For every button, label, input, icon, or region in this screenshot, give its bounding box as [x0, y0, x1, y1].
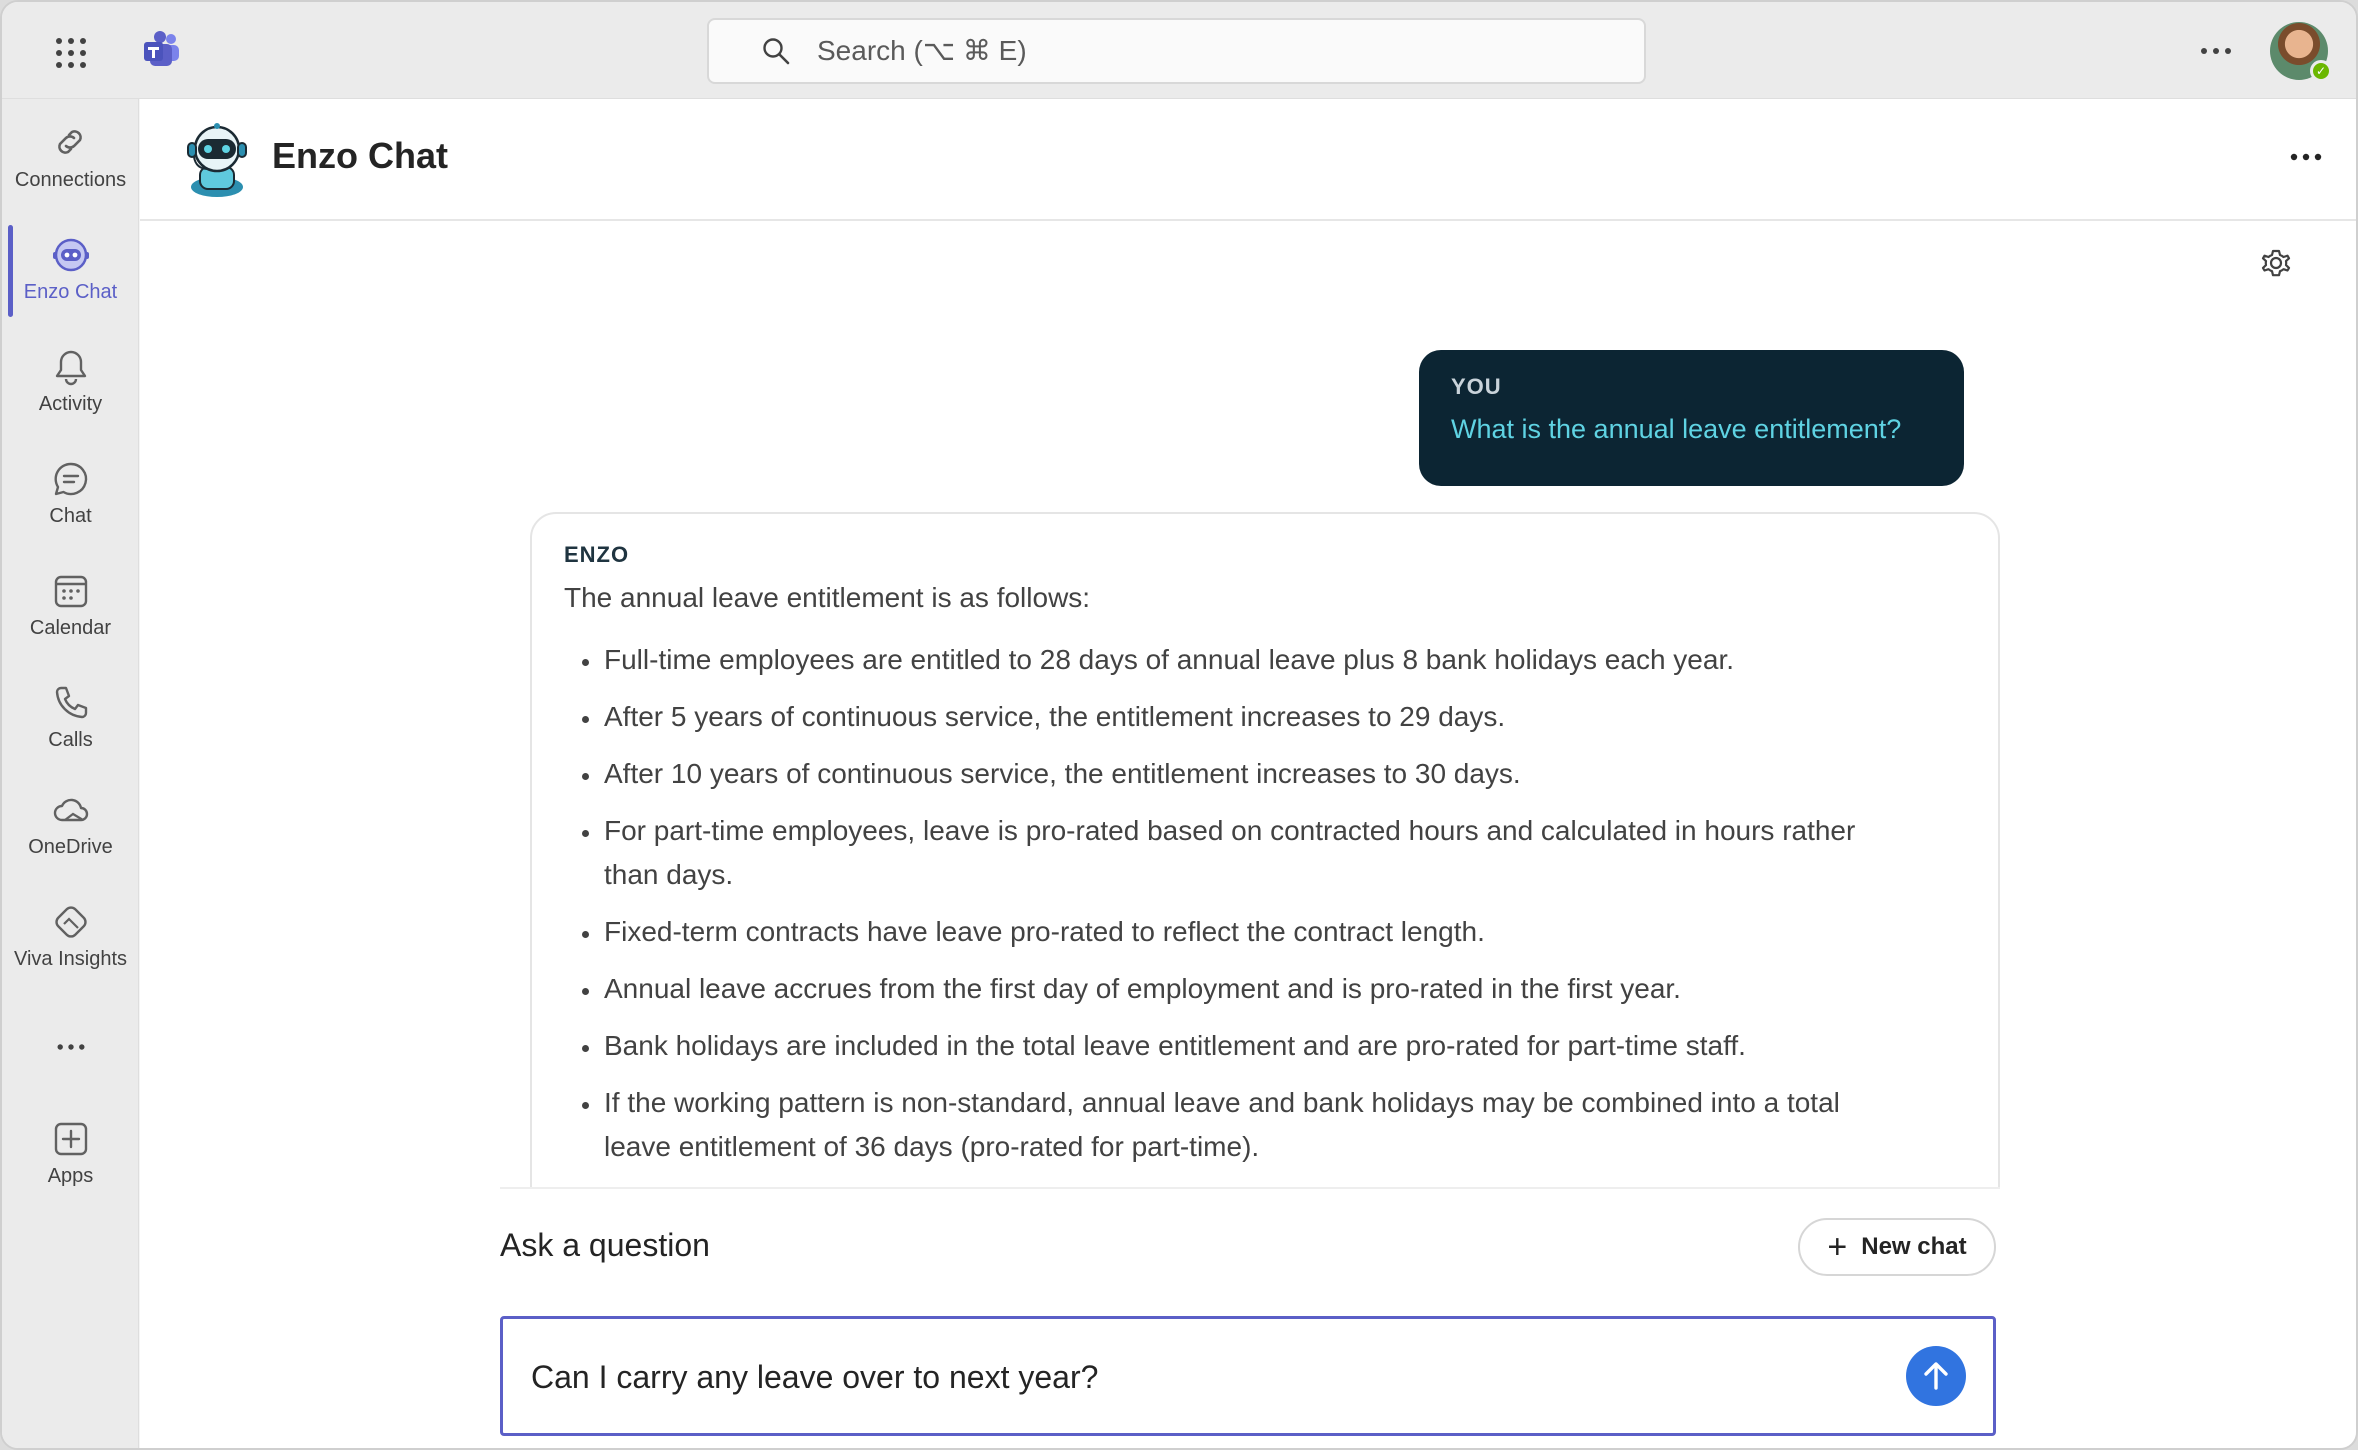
search-input[interactable]: [817, 35, 1517, 67]
search-box[interactable]: [707, 18, 1646, 84]
question-input[interactable]: [531, 1355, 1871, 1399]
chat-icon: [51, 459, 91, 499]
left-rail: [2, 99, 139, 1450]
main-pane: [140, 99, 2358, 1450]
enzo-bot-avatar-icon: [182, 121, 252, 197]
rail-more-apps[interactable]: [2, 1015, 139, 1065]
rail-item-connections[interactable]: [2, 109, 139, 209]
more-options-icon[interactable]: [2198, 36, 2234, 66]
bell-icon: [51, 347, 91, 387]
composer: [500, 1187, 2000, 1450]
message-sender: YOU: [1451, 374, 1502, 399]
composer-label: Ask a question: [500, 1227, 710, 1263]
avatar[interactable]: [2270, 22, 2328, 80]
new-chat-label: New chat: [1861, 1233, 1967, 1260]
arrow-up-icon: [1919, 1359, 1953, 1393]
rail-item-calls[interactable]: [2, 669, 139, 769]
list-item: • Full-time employees are entitled to 28 days of annual leave plus 8 bank holidays each year.: [602, 638, 1862, 682]
list-item: • Annual leave accrues from the first day of employment and is pro-rated in the first year.: [602, 967, 1862, 1011]
rail-label: Calendar: [29, 617, 112, 639]
phone-icon: [51, 683, 91, 723]
new-chat-button[interactable]: [1798, 1218, 1996, 1276]
rail-label: OneDrive: [28, 836, 113, 858]
chat-header: [140, 99, 2358, 221]
rail-item-apps[interactable]: [2, 1105, 139, 1205]
connections-icon: [51, 123, 91, 163]
more-icon: [51, 1029, 91, 1065]
rail-label: Viva Insights: [13, 948, 128, 970]
rail-item-calendar[interactable]: [2, 557, 139, 657]
page-title: Enzo Chat: [272, 135, 448, 176]
rail-item-chat[interactable]: [2, 445, 139, 545]
list-item: • If the working pattern is non-standard, annual leave and bank holidays may be combined into a total leave entitlement of 36 days (pro-rated for part-time).: [602, 1081, 1862, 1169]
rail-item-enzo-chat[interactable]: [2, 221, 139, 321]
message-sender: ENZO: [564, 542, 630, 567]
user-message: [1419, 350, 1964, 486]
message-text: What is the annual leave entitlement?: [1451, 414, 1902, 444]
rail-label: Enzo Chat: [23, 281, 118, 303]
plus-icon: +: [1827, 1228, 1848, 1266]
rail-item-activity[interactable]: [2, 333, 139, 433]
list-item: • After 5 years of continuous service, the entitlement increases to 29 days.: [602, 695, 1862, 739]
rail-label: Activity: [38, 393, 103, 415]
search-icon: [761, 36, 791, 66]
rail-label: Apps: [47, 1165, 94, 1187]
send-button[interactable]: [1906, 1346, 1966, 1406]
rail-label: Connections: [14, 169, 127, 191]
rail-label: Calls: [48, 729, 93, 751]
rail-label: Chat: [49, 505, 92, 527]
list-item: • After 10 years of continuous service, the entitlement increases to 30 days.: [602, 752, 1862, 796]
list-item: • Bank holidays are included in the total leave entitlement and are pro-rated for part-time staff.: [602, 1024, 1862, 1068]
question-input-box[interactable]: [500, 1316, 1996, 1436]
message-bullets: [564, 638, 1998, 1169]
list-item: • For part-time employees, leave is pro-rated based on contracted hours and calculated in hours rather than days.: [602, 809, 1862, 897]
message-intro: The annual leave entitlement is as follows:: [564, 582, 1091, 613]
rail-item-viva-insights[interactable]: [2, 888, 139, 988]
more-options-icon[interactable]: [2290, 147, 2322, 167]
add-app-icon: [51, 1119, 91, 1159]
settings-gear-icon[interactable]: [2258, 245, 2294, 281]
app-launcher-icon[interactable]: [54, 36, 88, 70]
teams-icon[interactable]: [142, 30, 182, 70]
insights-icon: [51, 902, 91, 942]
cloud-icon: [51, 790, 91, 830]
list-item: • Fixed-term contracts have leave pro-rated to reflect the contract length.: [602, 910, 1862, 954]
presence-available-icon: ✓: [2310, 60, 2332, 82]
calendar-icon: [51, 571, 91, 611]
rail-item-onedrive[interactable]: [2, 776, 139, 876]
enzo-bot-icon: [51, 235, 91, 275]
top-bar: [2, 2, 2356, 99]
